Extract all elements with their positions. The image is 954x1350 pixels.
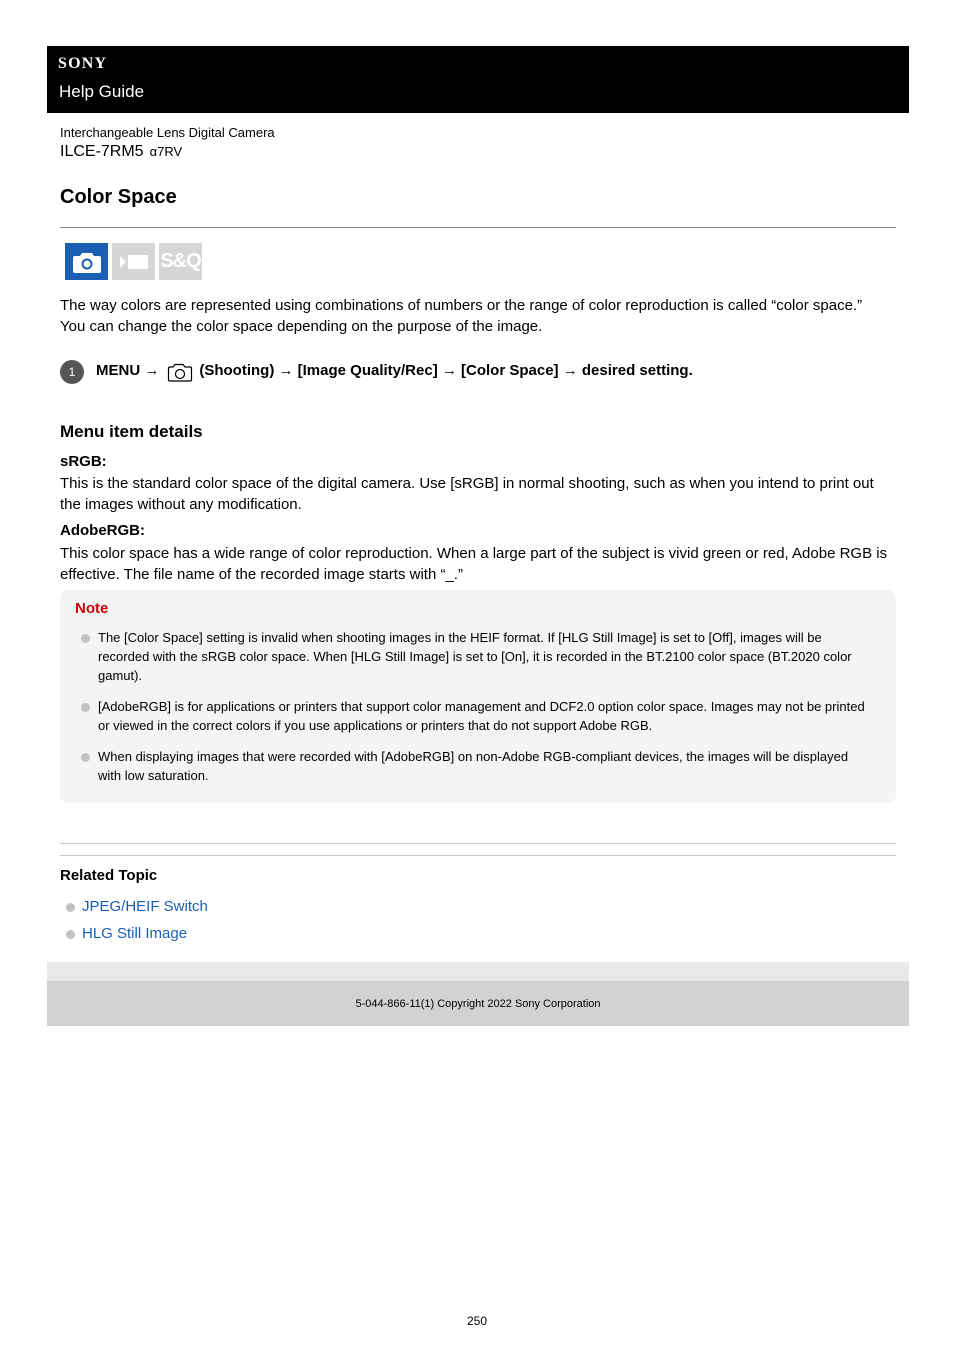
intro-text: The way colors are represented using combinations of numbers or the range of color reproduction is called “color space.” You can change the color space depending on the purpose of the image. bbox=[60, 297, 863, 335]
note-title: Note bbox=[75, 600, 109, 617]
header-bar bbox=[47, 46, 909, 113]
bullet-icon bbox=[81, 634, 90, 643]
bullet-icon bbox=[66, 903, 75, 912]
copyright-text: 5-044-866-11(1) Copyright 2022 Sony Corporation bbox=[355, 997, 601, 1010]
note-list bbox=[80, 628, 870, 797]
movie-icon bbox=[112, 243, 155, 280]
sq-mode-label: S&Q bbox=[160, 250, 201, 272]
sq-mode-icon bbox=[159, 243, 202, 280]
note-item bbox=[80, 697, 870, 735]
step-instruction: (Shooting) → [Image Quality/Rec] → [Color Space] → desired setting. bbox=[199, 361, 693, 379]
srgb-description: This is the standard color space of the digital camera. Use [sRGB] in normal shooting, such as when you intend to print out the images without any modification. bbox=[60, 475, 874, 513]
model-alt-name: α7RV bbox=[149, 144, 183, 159]
step-menu-label: MENU → bbox=[96, 361, 160, 379]
page-title: Color Space bbox=[60, 186, 177, 208]
adobergb-term: AdobeRGB: bbox=[60, 522, 145, 539]
model-number: ILCE-7RM5 bbox=[60, 143, 144, 160]
note-item-text: [AdobeRGB] is for applications or printers that support color management and DCF2.0 option color space. Images may not be printed or viewed in the correct colors if you use applications or printers that do not support Adobe RGB. bbox=[98, 699, 865, 733]
shooting-mode-icons bbox=[65, 243, 202, 280]
related-topic-list bbox=[66, 893, 208, 947]
footer bbox=[47, 981, 909, 1026]
step-1 bbox=[60, 356, 896, 384]
adobergb-description: This color space has a wide range of color reproduction. When a large part of the subject is vivid green or red, Adobe RGB is effective. The file name of the recorded image starts with “_.” bbox=[60, 545, 888, 583]
note-box bbox=[60, 590, 896, 803]
help-guide-title: Help Guide bbox=[59, 82, 145, 101]
menu-item-details-heading: Menu item details bbox=[60, 422, 203, 441]
note-item bbox=[80, 628, 870, 685]
link-jpeg-heif-switch[interactable]: JPEG/HEIF Switch bbox=[82, 898, 208, 915]
related-topic-heading: Related Topic bbox=[60, 867, 158, 884]
shooting-camera-icon bbox=[167, 362, 193, 382]
note-item-text: When displaying images that were recorded with [AdobeRGB] on non-Adobe RGB-compliant devices, the images will be displayed with low saturation. bbox=[98, 749, 849, 783]
footer-band bbox=[47, 962, 909, 981]
page-number: 250 bbox=[466, 1314, 488, 1328]
related-topic-item bbox=[66, 893, 208, 920]
related-divider-top bbox=[60, 843, 896, 844]
note-item bbox=[80, 747, 870, 785]
step-number-badge: 1 bbox=[60, 360, 84, 384]
related-topic-item bbox=[66, 920, 208, 947]
product-model bbox=[60, 143, 182, 161]
srgb-term: sRGB: bbox=[60, 453, 107, 470]
product-category: Interchangeable Lens Digital Camera bbox=[60, 125, 275, 140]
link-hlg-still-image[interactable]: HLG Still Image bbox=[82, 925, 188, 942]
note-item-text: The [Color Space] setting is invalid when shooting images in the HEIF format. If [HLG Still Image] is set to [Off], images will be recorded with the sRGB color space. When [HLG Still Image] is set to [On], it is recorded in the BT.2100 color space (BT.2020 color gamut). bbox=[98, 630, 852, 683]
related-divider-bottom bbox=[60, 855, 896, 856]
sony-logo: SONY bbox=[58, 55, 108, 72]
bullet-icon bbox=[66, 930, 75, 939]
bullet-icon bbox=[81, 753, 90, 762]
bullet-icon bbox=[81, 703, 90, 712]
title-divider bbox=[60, 227, 896, 228]
camera-icon bbox=[65, 243, 108, 280]
